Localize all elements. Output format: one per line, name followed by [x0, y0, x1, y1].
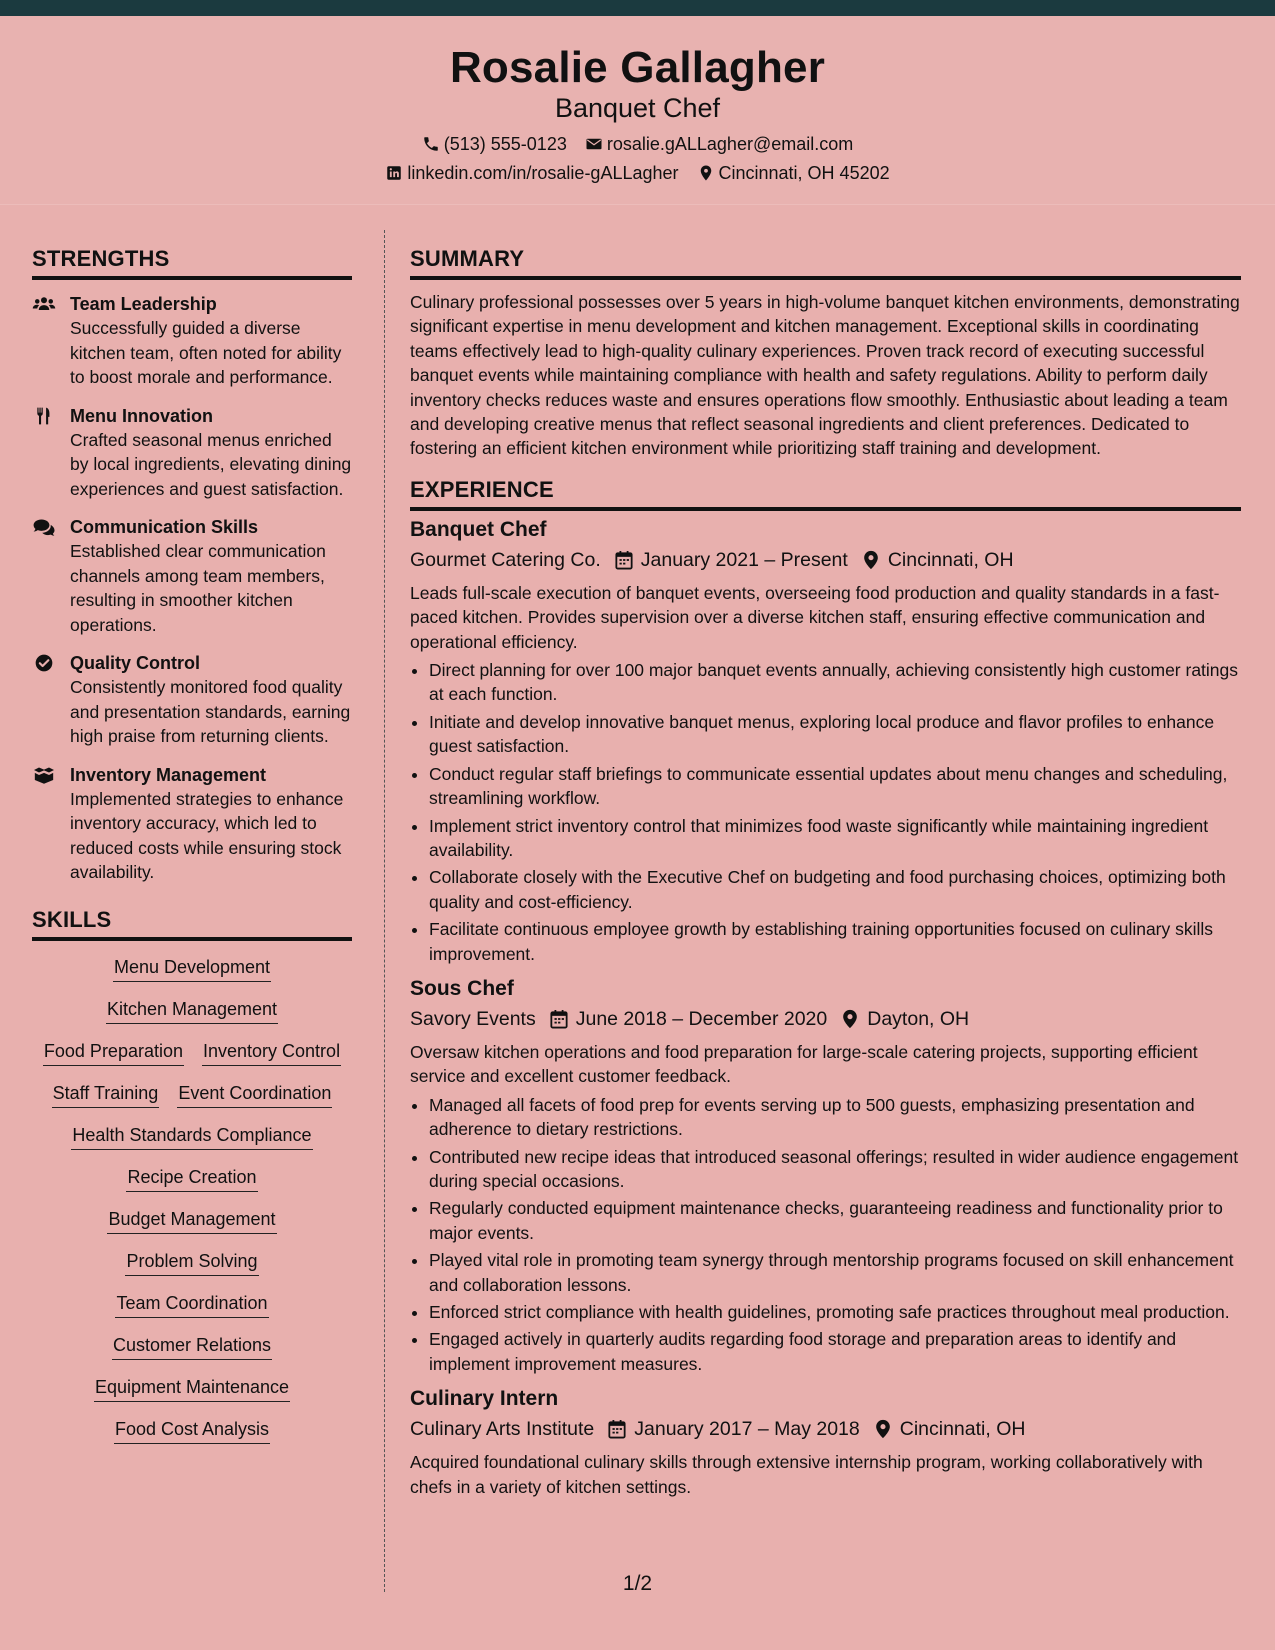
strength-item: [32, 763, 352, 885]
job-description: Oversaw kitchen operations and food preparation for large-scale catering projects, supporting efficient service and excellent customer feedback.: [410, 1041, 1198, 1087]
list-item: • Collaborate closely with the Executive Chef on budgeting and food purchasing choices, optimizing both quality and cost-efficiency.: [429, 865, 1241, 914]
skill-tag: Inventory Control: [202, 1039, 341, 1066]
skill-tag: Customer Relations: [112, 1333, 272, 1360]
check-circle-icon: [32, 653, 56, 673]
strength-title: Menu Innovation: [70, 405, 213, 426]
job-location: Cincinnati, OH: [899, 1418, 1026, 1441]
list-item: • Conduct regular staff briefings to communicate essential updates about menu changes and scheduling, streamlining workflow.: [429, 762, 1241, 811]
calendar-icon: [615, 550, 633, 570]
left-column: [32, 246, 352, 1459]
strength-title: Inventory Management: [70, 764, 267, 785]
job-description: Leads full-scale execution of banquet events, overseeing food production and quality standards in a fast-paced kitchen. Provides supervision over a diverse kitchen staff, ensuring effective communication and operational efficiency.: [410, 582, 1220, 652]
job-company: Savory Events: [410, 1007, 536, 1030]
list-item: • Engaged actively in quarterly audits regarding food storage and preparation areas to identify and implement improvement measures.: [429, 1327, 1241, 1376]
job-meta: [410, 1004, 1241, 1034]
strengths-heading: STRENGTHS: [32, 246, 352, 280]
map-marker-icon: [697, 164, 715, 182]
job-location: Dayton, OH: [867, 1007, 970, 1030]
job-dates: January 2017 – May 2018: [634, 1418, 860, 1441]
job-description: Acquired foundational culinary skills through extensive internship program, working collaboratively with chefs in a variety of kitchen settings.: [410, 1452, 1203, 1497]
list-item: • Direct planning for over 100 major banquet events annually, achieving consistently high customer ratings at each function.: [429, 658, 1241, 707]
skill-tag: Menu Development: [113, 955, 271, 982]
list-item: • Initiate and develop innovative banquet menus, exploring local produce and flavor profiles to enhance guest satisfaction.: [429, 710, 1241, 759]
skill-tag: Team Coordination: [115, 1291, 268, 1318]
list-item: • Facilitate continuous employee growth by establishing training opportunities focused on culinary skills improvement.: [429, 917, 1241, 966]
candidate-title: Banquet Chef: [554, 93, 721, 124]
experience-heading: EXPERIENCE: [410, 477, 1241, 511]
strength-item: [32, 292, 352, 390]
summary-text: Culinary professional possesses over 5 years in high-volume banquet kitchen environments, demonstrating significant expertise in menu development and kitchen management. Exceptional skills in coordinating teams effectively lead to high-quality culinary experiences. Proven track record of executing successful banquet events while maintaining compliance with health and safety regulations. Ability to perform daily inventory checks reduces waste and ensures operations flow smoothly. Enthusiastic about leading a team and developing creative menus that reflect seasonal ingredients and client preferences. Dedicated to fostering an efficient kitchen environment while prioritizing staff training and development.: [410, 292, 1240, 459]
job-title: Sous Chef: [410, 976, 514, 1000]
skill-tag: Food Preparation: [43, 1039, 184, 1066]
column-divider: [384, 230, 385, 1592]
job-entry: [410, 515, 1241, 966]
skill-tag: Kitchen Management: [106, 997, 278, 1024]
candidate-name: Rosalie Gallagher: [449, 43, 826, 92]
top-bar: [0, 0, 1275, 16]
calendar-icon: [550, 1009, 568, 1029]
job-title: Banquet Chef: [410, 517, 547, 541]
list-item: • Contributed new recipe ideas that introduced seasonal offerings; resulted in wider audience engagement during special occasions.: [429, 1145, 1241, 1194]
utensils-icon: [32, 406, 56, 426]
job-location: Cincinnati, OH: [887, 548, 1014, 571]
location-contact: [697, 159, 890, 188]
contact-row-1: [0, 130, 1275, 159]
list-item: • Played vital role in promoting team synergy through mentorship programs focused on skill enhancement and collaboration lessons.: [429, 1248, 1241, 1297]
skill-tag: Health Standards Compliance: [71, 1123, 312, 1150]
phone-text: (513) 555-0123: [443, 134, 567, 155]
calendar-icon: [608, 1419, 626, 1439]
envelope-icon: [585, 135, 603, 153]
strength-desc: Established clear communication channels among team members, resulting in smoother kitchen operations.: [70, 541, 326, 635]
email-text: rosalie.gALLagher@email.com: [606, 134, 854, 155]
skills-list: [32, 955, 352, 1444]
job-meta: [410, 545, 1241, 575]
linkedin-text: linkedin.com/in/rosalie-gALLagher: [407, 162, 679, 183]
strength-desc: Successfully guided a diverse kitchen team, often noted for ability to boost morale and performance.: [70, 318, 342, 387]
job-company: Culinary Arts Institute: [410, 1418, 595, 1441]
list-item: • Regularly conducted equipment maintenance checks, guaranteeing readiness and functionality prior to major events.: [429, 1196, 1241, 1245]
comments-icon: [32, 517, 56, 537]
job-meta: [410, 1414, 1241, 1444]
job-dates: June 2018 – December 2020: [575, 1007, 828, 1030]
contact-row-2: [0, 159, 1275, 188]
skill-tag: Food Cost Analysis: [114, 1417, 270, 1444]
skill-tag: Budget Management: [107, 1207, 276, 1234]
strength-title: Team Leadership: [70, 294, 217, 314]
job-entry: [410, 1384, 1241, 1499]
job-bullets: [410, 658, 1241, 966]
map-marker-icon: [862, 550, 880, 570]
linkedin-contact[interactable]: [385, 159, 678, 188]
job-bullets: [410, 1093, 1241, 1376]
strength-title: Quality Control: [70, 653, 200, 673]
users-icon: [32, 294, 56, 314]
list-item: • Implement strict inventory control that minimizes food waste significantly while maintaining ingredient availability.: [429, 814, 1241, 863]
skill-tag: Problem Solving: [125, 1249, 258, 1276]
phone-icon: [422, 135, 440, 153]
skill-tag: Recipe Creation: [126, 1165, 257, 1192]
skill-tag: Staff Training: [52, 1081, 160, 1108]
phone-contact: [422, 130, 567, 159]
job-title: Culinary Intern: [410, 1387, 559, 1411]
strength-item: [32, 404, 352, 502]
job-company: Gourmet Catering Co.: [410, 548, 601, 571]
strength-title: Communication Skills: [70, 517, 259, 537]
resume-header: [0, 16, 1275, 205]
skills-heading: SKILLS: [32, 907, 352, 941]
linkedin-icon: [385, 164, 403, 182]
skill-tag: Event Coordination: [177, 1081, 332, 1108]
strength-item: [32, 651, 352, 749]
summary-heading: SUMMARY: [410, 246, 1241, 280]
skill-tag: Equipment Maintenance: [94, 1375, 290, 1402]
job-dates: January 2021 – Present: [640, 548, 848, 571]
boxes-icon: [32, 765, 56, 785]
strength-item: [32, 515, 352, 637]
map-marker-icon: [874, 1419, 892, 1439]
right-column: [410, 246, 1241, 1499]
page-number: 1/2: [622, 1572, 653, 1595]
strength-desc: Crafted seasonal menus enriched by local ingredients, elevating dining experiences and guest satisfaction.: [70, 429, 352, 499]
map-marker-icon: [841, 1009, 859, 1029]
strength-desc: Implemented strategies to enhance inventory accuracy, which led to reduced costs while ensuring stock availability.: [70, 788, 344, 882]
list-item: • Managed all facets of food prep for events serving up to 500 guests, emphasizing presentation and adherence to dietary restrictions.: [429, 1093, 1241, 1142]
list-item: • Enforced strict compliance with health guidelines, promoting safe practices throughout meal production.: [429, 1300, 1241, 1324]
strength-desc: Consistently monitored food quality and presentation standards, earning high praise from returning clients.: [70, 677, 351, 746]
location-text: Cincinnati, OH 45202: [718, 162, 890, 183]
job-entry: [410, 974, 1241, 1376]
email-contact[interactable]: [585, 130, 853, 159]
